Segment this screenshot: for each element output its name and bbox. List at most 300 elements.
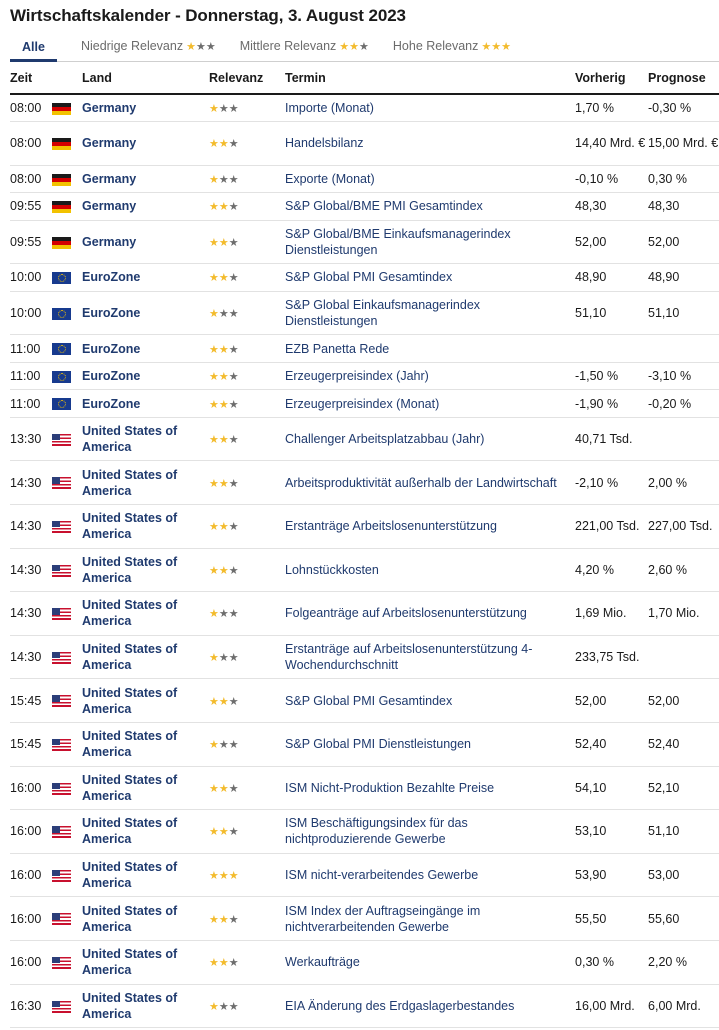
relevance-cell — [209, 766, 285, 810]
previous-value: 16,00 Mrd. — [575, 984, 648, 1028]
flag-cell — [52, 766, 82, 810]
calendar-table — [10, 62, 719, 1028]
star-icon: ★ — [228, 782, 239, 795]
time-cell: 16:00 — [10, 853, 52, 897]
event-link[interactable]: EZB Panetta Rede — [285, 335, 575, 363]
country-link[interactable]: United States of America — [82, 592, 209, 636]
time-cell: 08:00 — [10, 94, 52, 122]
star-icon: ★ — [218, 398, 229, 411]
star-icon: ★ — [209, 652, 219, 665]
star-icon: ★ — [209, 236, 219, 249]
country-link[interactable]: United States of America — [82, 722, 209, 766]
country-link[interactable]: United States of America — [82, 984, 209, 1028]
time-cell: 16:00 — [10, 810, 52, 854]
table-row[interactable] — [10, 592, 719, 636]
table-row[interactable] — [10, 984, 719, 1028]
col-header-relevanz: Relevanz — [209, 62, 285, 94]
tab-niedrige[interactable] — [81, 39, 216, 61]
star-icon: ★ — [228, 236, 239, 249]
time-cell: 16:30 — [10, 984, 52, 1028]
star-icon: ★ — [218, 826, 229, 839]
star-icon: ★ — [228, 957, 239, 970]
flag-cell — [52, 722, 82, 766]
country-link[interactable]: EuroZone — [82, 362, 209, 390]
forecast-value: 2,00 % — [648, 461, 719, 505]
previous-value: 14,40 Mrd. € — [575, 122, 648, 166]
star-icon: ★ — [501, 41, 511, 53]
forecast-value: 52,10 — [648, 766, 719, 810]
star-icon: ★ — [218, 739, 229, 752]
table-row[interactable] — [10, 897, 719, 941]
country-link[interactable]: United States of America — [82, 504, 209, 548]
usa-flag-icon — [52, 739, 71, 751]
forecast-value — [648, 335, 719, 363]
flag-cell — [52, 504, 82, 548]
previous-value — [575, 335, 648, 363]
event-link[interactable]: S&P Global Einkaufsmanagerindex Dienstleistungen — [285, 291, 575, 335]
star-icon: ★ — [228, 434, 239, 447]
country-link[interactable]: United States of America — [82, 679, 209, 723]
star-icon: ★ — [195, 41, 206, 53]
country-link[interactable]: United States of America — [82, 940, 209, 984]
previous-value: 48,90 — [575, 264, 648, 292]
star-icon: ★ — [228, 343, 239, 356]
table-row[interactable] — [10, 417, 719, 461]
relevance-cell — [209, 390, 285, 418]
event-link[interactable]: S&P Global/BME Einkaufsmanagerindex Dienstleistungen — [285, 220, 575, 264]
time-cell: 11:00 — [10, 335, 52, 363]
flag-cell — [52, 193, 82, 221]
relevance-cell — [209, 897, 285, 941]
eu-flag-icon — [52, 308, 71, 320]
star-icon: ★ — [228, 201, 239, 214]
usa-flag-icon — [52, 957, 71, 969]
germany-flag-icon — [52, 103, 71, 115]
forecast-value: 51,10 — [648, 810, 719, 854]
country-link[interactable]: United States of America — [82, 548, 209, 592]
star-icon: ★ — [209, 477, 219, 490]
previous-value: 53,10 — [575, 810, 648, 854]
previous-value: -1,90 % — [575, 390, 648, 418]
star-icon: ★ — [209, 739, 219, 752]
star-icon: ★ — [228, 173, 239, 186]
table-row[interactable] — [10, 766, 719, 810]
time-cell: 16:00 — [10, 940, 52, 984]
star-icon: ★ — [339, 41, 350, 53]
forecast-value: 48,30 — [648, 193, 719, 221]
forecast-value: 2,60 % — [648, 548, 719, 592]
star-icon: ★ — [228, 564, 239, 577]
relevance-cell — [209, 853, 285, 897]
table-row[interactable] — [10, 335, 719, 363]
table-row[interactable] — [10, 635, 719, 679]
table-row[interactable] — [10, 193, 719, 221]
country-link[interactable]: EuroZone — [82, 291, 209, 335]
table-row[interactable] — [10, 291, 719, 335]
col-header-vorherig: Vorherig — [575, 62, 648, 94]
relevance-tabs — [10, 34, 719, 62]
previous-value: 1,70 % — [575, 94, 648, 122]
country-link[interactable]: EuroZone — [82, 390, 209, 418]
flag-cell — [52, 264, 82, 292]
star-icon: ★ — [209, 201, 219, 214]
relevance-cell — [209, 722, 285, 766]
usa-flag-icon — [52, 608, 71, 620]
usa-flag-icon — [52, 783, 71, 795]
previous-value: 54,10 — [575, 766, 648, 810]
usa-flag-icon — [52, 565, 71, 577]
star-icon: ★ — [209, 782, 219, 795]
time-cell: 09:55 — [10, 193, 52, 221]
table-row[interactable] — [10, 94, 719, 122]
star-icon: ★ — [228, 307, 239, 320]
event-link[interactable]: Werkaufträge — [285, 940, 575, 984]
relevance-cell — [209, 417, 285, 461]
germany-flag-icon — [52, 174, 71, 186]
country-link[interactable]: EuroZone — [82, 335, 209, 363]
flag-cell — [52, 220, 82, 264]
forecast-value — [648, 417, 719, 461]
event-link[interactable]: Erstanträge Arbeitslosenunterstützung — [285, 504, 575, 548]
star-icon: ★ — [218, 201, 229, 214]
star-icon: ★ — [209, 521, 219, 534]
star-icon: ★ — [209, 371, 219, 384]
star-icon: ★ — [218, 608, 229, 621]
previous-value: 0,30 % — [575, 940, 648, 984]
col-header-zeit: Zeit — [10, 62, 82, 94]
relevance-cell — [209, 122, 285, 166]
table-row[interactable] — [10, 548, 719, 592]
germany-flag-icon — [52, 138, 71, 150]
event-link[interactable]: Erzeugerpreisindex (Monat) — [285, 390, 575, 418]
time-cell: 14:30 — [10, 592, 52, 636]
star-icon: ★ — [228, 103, 239, 115]
relevance-cell — [209, 679, 285, 723]
time-cell: 13:30 — [10, 417, 52, 461]
country-link[interactable]: EuroZone — [82, 264, 209, 292]
flag-cell — [52, 417, 82, 461]
time-cell: 14:30 — [10, 504, 52, 548]
country-link[interactable]: Germany — [82, 220, 209, 264]
table-row[interactable] — [10, 390, 719, 418]
event-link[interactable]: Lohnstückkosten — [285, 548, 575, 592]
event-link[interactable]: S&P Global/BME PMI Gesamtindex — [285, 193, 575, 221]
star-icon: ★ — [228, 272, 239, 285]
previous-value: 51,10 — [575, 291, 648, 335]
country-link[interactable]: United States of America — [82, 853, 209, 897]
star-icon: ★ — [218, 564, 229, 577]
usa-flag-icon — [52, 870, 71, 882]
event-link[interactable]: ISM Nicht-Produktion Bezahlte Preise — [285, 766, 575, 810]
star-icon: ★ — [228, 913, 239, 926]
forecast-value: 0,30 % — [648, 165, 719, 193]
flag-cell — [52, 897, 82, 941]
previous-value: 1,69 Mio. — [575, 592, 648, 636]
germany-flag-icon — [52, 237, 71, 249]
previous-value: -0,10 % — [575, 165, 648, 193]
event-link[interactable]: Exporte (Monat) — [285, 165, 575, 193]
relevance-stars — [186, 39, 216, 53]
previous-value: -2,10 % — [575, 461, 648, 505]
star-icon: ★ — [209, 173, 219, 186]
tab-label: Hohe Relevanz — [392, 39, 479, 53]
event-link[interactable]: Importe (Monat) — [285, 94, 575, 122]
relevance-cell — [209, 291, 285, 335]
relevance-cell — [209, 220, 285, 264]
forecast-value: 55,60 — [648, 897, 719, 941]
tab-alle[interactable] — [10, 40, 57, 62]
star-icon: ★ — [209, 138, 219, 151]
flag-cell — [52, 335, 82, 363]
usa-flag-icon — [52, 434, 71, 446]
relevance-cell — [209, 165, 285, 193]
country-link[interactable]: United States of America — [82, 897, 209, 941]
usa-flag-icon — [52, 652, 71, 664]
previous-value: 40,71 Tsd. — [575, 417, 648, 461]
flag-cell — [52, 940, 82, 984]
tab-label: Niedrige Relevanz — [80, 39, 184, 53]
table-header-row — [10, 62, 719, 94]
tab-hohe[interactable] — [393, 39, 511, 61]
star-icon: ★ — [218, 434, 229, 447]
flag-cell — [52, 461, 82, 505]
event-link[interactable]: Arbeitsproduktivität außerhalb der Landwirtschaft — [285, 461, 575, 505]
flag-cell — [52, 165, 82, 193]
forecast-value: -3,10 % — [648, 362, 719, 390]
flag-cell — [52, 635, 82, 679]
star-icon: ★ — [218, 957, 229, 970]
previous-value: 52,00 — [575, 679, 648, 723]
relevance-cell — [209, 264, 285, 292]
table-row[interactable] — [10, 722, 719, 766]
col-header-land: Land — [82, 62, 209, 94]
star-icon: ★ — [218, 138, 229, 151]
time-cell: 09:55 — [10, 220, 52, 264]
star-icon: ★ — [218, 782, 229, 795]
event-link[interactable]: EIA Änderung des Erdgaslagerbestandes — [285, 984, 575, 1028]
forecast-value: 53,00 — [648, 853, 719, 897]
relevance-stars — [339, 39, 369, 53]
page-title: Wirtschaftskalender - Donnerstag, 3. August 2023 — [10, 6, 406, 25]
event-link[interactable]: Erstanträge auf Arbeitslosenunterstützung 4-Wochendurchschnitt — [285, 635, 575, 679]
star-icon: ★ — [228, 870, 239, 883]
star-icon: ★ — [186, 41, 196, 53]
flag-cell — [52, 94, 82, 122]
event-link[interactable]: Challenger Arbeitsplatzabbau (Jahr) — [285, 417, 575, 461]
star-icon: ★ — [228, 138, 239, 151]
country-link[interactable]: United States of America — [82, 461, 209, 505]
star-icon: ★ — [218, 870, 229, 883]
flag-cell — [52, 291, 82, 335]
eu-flag-icon — [52, 398, 71, 410]
star-icon: ★ — [228, 652, 239, 665]
star-icon: ★ — [209, 913, 219, 926]
star-icon: ★ — [218, 343, 229, 356]
previous-value: 48,30 — [575, 193, 648, 221]
table-row[interactable] — [10, 362, 719, 390]
star-icon: ★ — [218, 236, 229, 249]
table-row[interactable] — [10, 220, 719, 264]
event-link[interactable]: Folgeanträge auf Arbeitslosenunterstützung — [285, 592, 575, 636]
forecast-value: -0,20 % — [648, 390, 719, 418]
time-cell: 08:00 — [10, 165, 52, 193]
star-icon: ★ — [209, 695, 219, 708]
relevance-cell — [209, 635, 285, 679]
star-icon: ★ — [209, 608, 219, 621]
tab-label: Mittlere Relevanz — [239, 39, 337, 53]
star-icon: ★ — [218, 695, 229, 708]
forecast-value: 15,00 Mrd. € — [648, 122, 719, 166]
table-row[interactable] — [10, 504, 719, 548]
eu-flag-icon — [52, 343, 71, 355]
star-icon: ★ — [228, 477, 239, 490]
forecast-value: 52,40 — [648, 722, 719, 766]
flag-cell — [52, 984, 82, 1028]
table-row[interactable] — [10, 122, 719, 166]
relevance-cell — [209, 461, 285, 505]
eu-flag-icon — [52, 371, 71, 383]
previous-value: 55,50 — [575, 897, 648, 941]
star-icon: ★ — [218, 652, 229, 665]
event-link[interactable]: S&P Global PMI Dienstleistungen — [285, 722, 575, 766]
star-icon: ★ — [228, 608, 239, 621]
previous-value: 233,75 Tsd. — [575, 635, 648, 679]
relevance-cell — [209, 335, 285, 363]
country-link[interactable]: United States of America — [82, 810, 209, 854]
time-cell: 16:00 — [10, 897, 52, 941]
relevance-cell — [209, 193, 285, 221]
star-icon: ★ — [491, 41, 502, 53]
event-link[interactable]: Handelsbilanz — [285, 122, 575, 166]
time-cell: 10:00 — [10, 291, 52, 335]
relevance-cell — [209, 548, 285, 592]
relevance-cell — [209, 592, 285, 636]
table-row[interactable] — [10, 264, 719, 292]
previous-value: 52,40 — [575, 722, 648, 766]
flag-cell — [52, 853, 82, 897]
star-icon: ★ — [209, 957, 219, 970]
flag-cell — [52, 122, 82, 166]
tab-mittlere[interactable] — [240, 39, 369, 61]
usa-flag-icon — [52, 1001, 71, 1013]
star-icon: ★ — [481, 41, 492, 53]
forecast-value — [648, 635, 719, 679]
star-icon: ★ — [228, 371, 239, 384]
star-icon: ★ — [209, 398, 219, 411]
time-cell: 10:00 — [10, 264, 52, 292]
star-icon: ★ — [209, 103, 219, 115]
star-icon: ★ — [209, 343, 219, 356]
usa-flag-icon — [52, 477, 71, 489]
previous-value: 52,00 — [575, 220, 648, 264]
table-row[interactable] — [10, 810, 719, 854]
relevance-cell — [209, 362, 285, 390]
eu-flag-icon — [52, 272, 71, 284]
previous-value: 4,20 % — [575, 548, 648, 592]
star-icon: ★ — [218, 521, 229, 534]
previous-value: 221,00 Tsd. — [575, 504, 648, 548]
table-row[interactable] — [10, 853, 719, 897]
time-cell: 15:45 — [10, 679, 52, 723]
star-icon: ★ — [218, 1000, 229, 1013]
relevance-cell — [209, 94, 285, 122]
country-link[interactable]: United States of America — [82, 635, 209, 679]
relevance-cell — [209, 810, 285, 854]
star-icon: ★ — [209, 826, 219, 839]
star-icon: ★ — [205, 41, 216, 53]
table-row[interactable] — [10, 461, 719, 505]
germany-flag-icon — [52, 201, 71, 213]
country-link[interactable]: United States of America — [82, 766, 209, 810]
previous-value: 53,90 — [575, 853, 648, 897]
country-link[interactable]: United States of America — [82, 417, 209, 461]
star-icon: ★ — [228, 826, 239, 839]
event-link[interactable]: Erzeugerpreisindex (Jahr) — [285, 362, 575, 390]
country-link[interactable]: Germany — [82, 193, 209, 221]
event-link[interactable]: S&P Global PMI Gesamtindex — [285, 679, 575, 723]
forecast-value: 52,00 — [648, 679, 719, 723]
star-icon: ★ — [228, 521, 239, 534]
flag-cell — [52, 592, 82, 636]
forecast-value: 6,00 Mrd. — [648, 984, 719, 1028]
tab-label: Alle — [22, 40, 45, 54]
event-link[interactable]: ISM nicht-verarbeitendes Gewerbe — [285, 853, 575, 897]
relevance-stars — [481, 39, 511, 53]
time-cell: 11:00 — [10, 390, 52, 418]
star-icon: ★ — [218, 913, 229, 926]
star-icon: ★ — [218, 477, 229, 490]
forecast-value: 52,00 — [648, 220, 719, 264]
time-cell: 08:00 — [10, 122, 52, 166]
star-icon: ★ — [228, 1000, 239, 1013]
flag-cell — [52, 679, 82, 723]
col-header-prognose: Prognose — [648, 62, 719, 94]
event-link[interactable]: ISM Index der Auftragseingänge im nichtverarbeitenden Gewerbe — [285, 897, 575, 941]
star-icon: ★ — [209, 307, 219, 320]
star-icon: ★ — [209, 434, 219, 447]
star-icon: ★ — [209, 870, 219, 883]
table-row[interactable] — [10, 940, 719, 984]
country-link[interactable]: Germany — [82, 122, 209, 166]
star-icon: ★ — [209, 272, 219, 285]
forecast-value: 2,20 % — [648, 940, 719, 984]
star-icon: ★ — [218, 103, 229, 115]
star-icon: ★ — [218, 173, 229, 186]
forecast-value: 227,00 Tsd. — [648, 504, 719, 548]
star-icon: ★ — [218, 307, 229, 320]
table-row[interactable] — [10, 165, 719, 193]
event-link[interactable]: S&P Global PMI Gesamtindex — [285, 264, 575, 292]
event-link[interactable]: ISM Beschäftigungsindex für das nichtproduzierende Gewerbe — [285, 810, 575, 854]
relevance-cell — [209, 984, 285, 1028]
relevance-cell — [209, 940, 285, 984]
star-icon: ★ — [218, 371, 229, 384]
forecast-value: 1,70 Mio. — [648, 592, 719, 636]
country-link[interactable]: Germany — [82, 94, 209, 122]
star-icon: ★ — [349, 41, 360, 53]
country-link[interactable]: Germany — [82, 165, 209, 193]
flag-cell — [52, 810, 82, 854]
star-icon: ★ — [209, 1000, 219, 1013]
time-cell: 16:00 — [10, 766, 52, 810]
flag-cell — [52, 390, 82, 418]
table-row[interactable] — [10, 679, 719, 723]
usa-flag-icon — [52, 521, 71, 533]
forecast-value: 51,10 — [648, 291, 719, 335]
star-icon: ★ — [228, 695, 239, 708]
flag-cell — [52, 548, 82, 592]
star-icon: ★ — [228, 739, 239, 752]
